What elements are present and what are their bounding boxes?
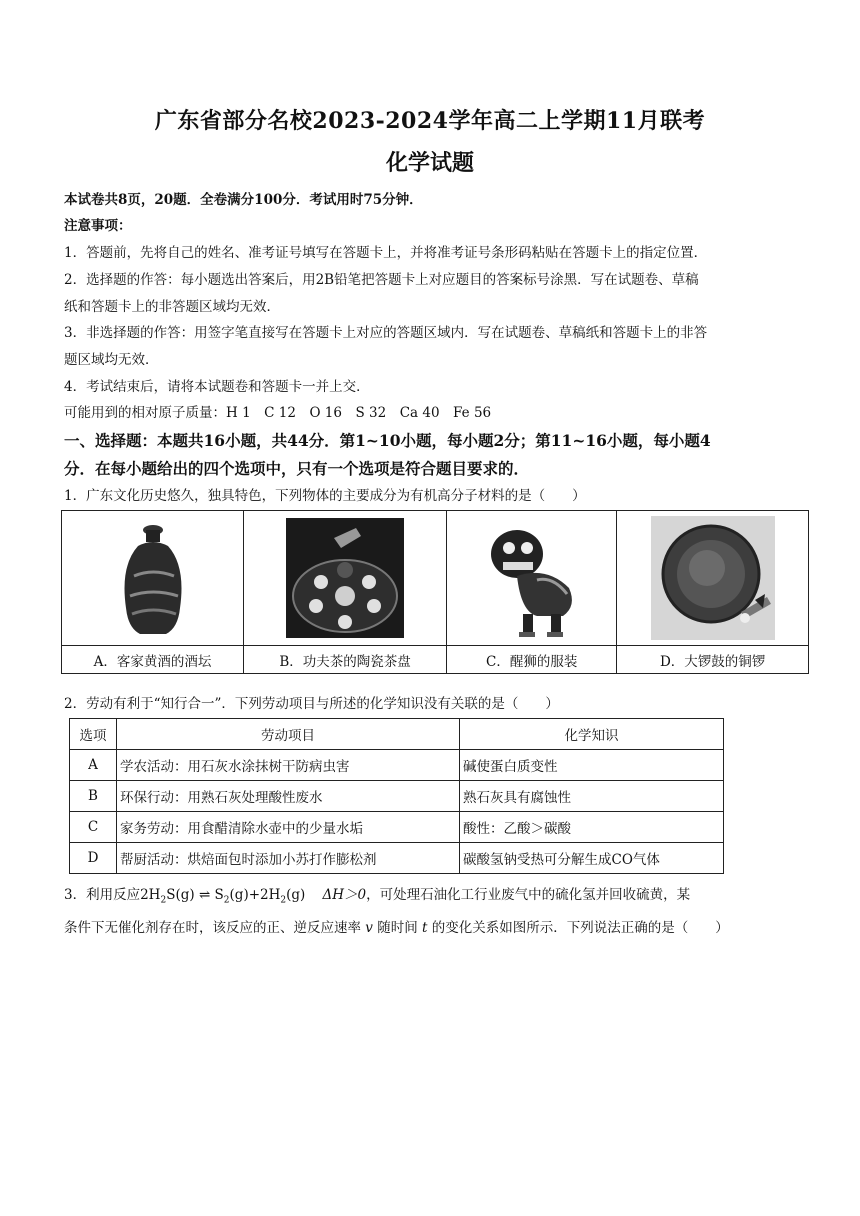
notice-title: 注意事项：: [64, 218, 132, 234]
eq-sub: 2: [223, 895, 230, 906]
lion-dance-costume-image: [447, 511, 617, 646]
question-1-stem: 1．广东文化历史悠久，独具特色，下列物体的主要成分为有机高分子材料的是（ ）: [64, 488, 586, 504]
eq-sub: 2: [280, 895, 287, 906]
bronze-gong-image: [617, 511, 809, 646]
header-chem-knowledge: 化学知识: [460, 719, 724, 750]
labor-project: 学农活动：用石灰水涂抹树干防病虫害: [117, 750, 460, 781]
note-4: 4．考试结束后，请将本试题卷和答题卡一并上交．: [64, 379, 370, 395]
q3-suffix: ，可处理石油化工行业废气中的硫化氢并回收硫黄，某: [366, 887, 691, 903]
chem-knowledge: 酸性：乙酸＞碳酸: [460, 812, 724, 843]
atomic-mass: 可能用到的相对原子质量：H 1 C 12 O 16 S 32 Ca 40 Fe 56: [64, 405, 492, 421]
eq-part: 2H: [140, 887, 161, 903]
option-d: D．大锣鼓的铜锣: [617, 646, 809, 674]
labor-project: 环保行动：用熟石灰处理酸性废水: [117, 781, 460, 812]
q3-text: 条件下无催化剂存在时，该反应的正、逆反应速率: [64, 920, 361, 936]
note-2b: 纸和答题卡上的非答题区域均无效．: [64, 299, 280, 315]
header-labor-project: 劳动项目: [117, 719, 460, 750]
exam-subtitle: 化学试题: [385, 150, 474, 176]
question-2-table: [69, 718, 724, 874]
eq-part: S(g): [166, 887, 195, 903]
row-label: C: [70, 812, 117, 843]
question-1-table: [61, 510, 809, 674]
question-2-stem: 2．劳动有利于“知行合一”．下列劳动项目与所述的化学知识没有关联的是（ ）: [64, 696, 559, 712]
question-3-line-1: [64, 885, 804, 911]
row-label: B: [70, 781, 117, 812]
note-2a: 2．选择题的作答：每小题选出答案后，用2B铅笔把答题卡上对应题目的答案标号涂黑．写在试题卷、草稿: [64, 272, 699, 288]
chem-knowledge: 碳酸氢钠受热可分解生成CO气体: [460, 843, 724, 874]
table-row: [70, 750, 724, 781]
section-heading-2: 分．在每小题给出的四个选项中，只有一个选项是符合题目要求的．: [64, 459, 530, 478]
note-1: 1．答题前，先将自己的姓名、准考证号填写在答题卡上，并将准考证号条形码粘贴在答题卡上的指定位置．: [64, 245, 708, 261]
option-a: A．客家黄酒的酒坛: [62, 646, 244, 674]
chem-knowledge: 熟石灰具有腐蚀性: [460, 781, 724, 812]
labor-project: 家务劳动：用食醋清除水壶中的少量水垢: [117, 812, 460, 843]
tea-tray-image: [244, 511, 447, 646]
wine-jar-image: [62, 511, 244, 646]
var-v: v: [365, 920, 373, 936]
exam-summary: 本试卷共8页，20题．全卷满分100分．考试用时75分钟．: [64, 192, 423, 208]
note-3a: 3．非选择题的作答：用签字笔直接写在答题卡上对应的答题区域内．写在试题卷、草稿纸和答题卡上的非答: [64, 325, 708, 341]
q3-prefix: 3．利用反应: [64, 887, 141, 903]
q3-text: 的变化关系如图所示．下列说法正确的是（ ）: [431, 920, 729, 936]
table-row: [70, 781, 724, 812]
header-option: 选项: [70, 719, 117, 750]
equilibrium-arrow-icon: ⇌: [198, 887, 211, 903]
row-label: D: [70, 843, 117, 874]
table-row: [70, 812, 724, 843]
delta-h: ΔH＞0: [322, 887, 367, 903]
section-heading-1: 一、选择题：本题共16小题，共44分．第1~10小题，每小题2分；第11~16小题，每小题4: [64, 431, 711, 450]
question-3-line-2: [64, 918, 804, 938]
labor-project: 帮厨活动：烘焙面包时添加小苏打作膨松剂: [117, 843, 460, 874]
option-c: C．醒狮的服装: [447, 646, 617, 674]
option-b: B．功夫茶的陶瓷茶盘: [244, 646, 447, 674]
q3-text: 随时间: [377, 920, 418, 936]
eq-part: S: [214, 887, 224, 903]
table-row: [70, 843, 724, 874]
eq-part: (g)+2H: [229, 887, 281, 903]
q3-equation: [140, 887, 306, 906]
row-label: A: [70, 750, 117, 781]
chem-knowledge: 碱使蛋白质变性: [460, 750, 724, 781]
var-t: t: [422, 920, 428, 936]
eq-sub: 2: [160, 895, 167, 906]
exam-title: 广东省部分名校2023-2024学年高二上学期11月联考: [154, 108, 706, 134]
note-3b: 题区域均无效．: [64, 352, 159, 368]
eq-part: (g): [286, 887, 306, 903]
